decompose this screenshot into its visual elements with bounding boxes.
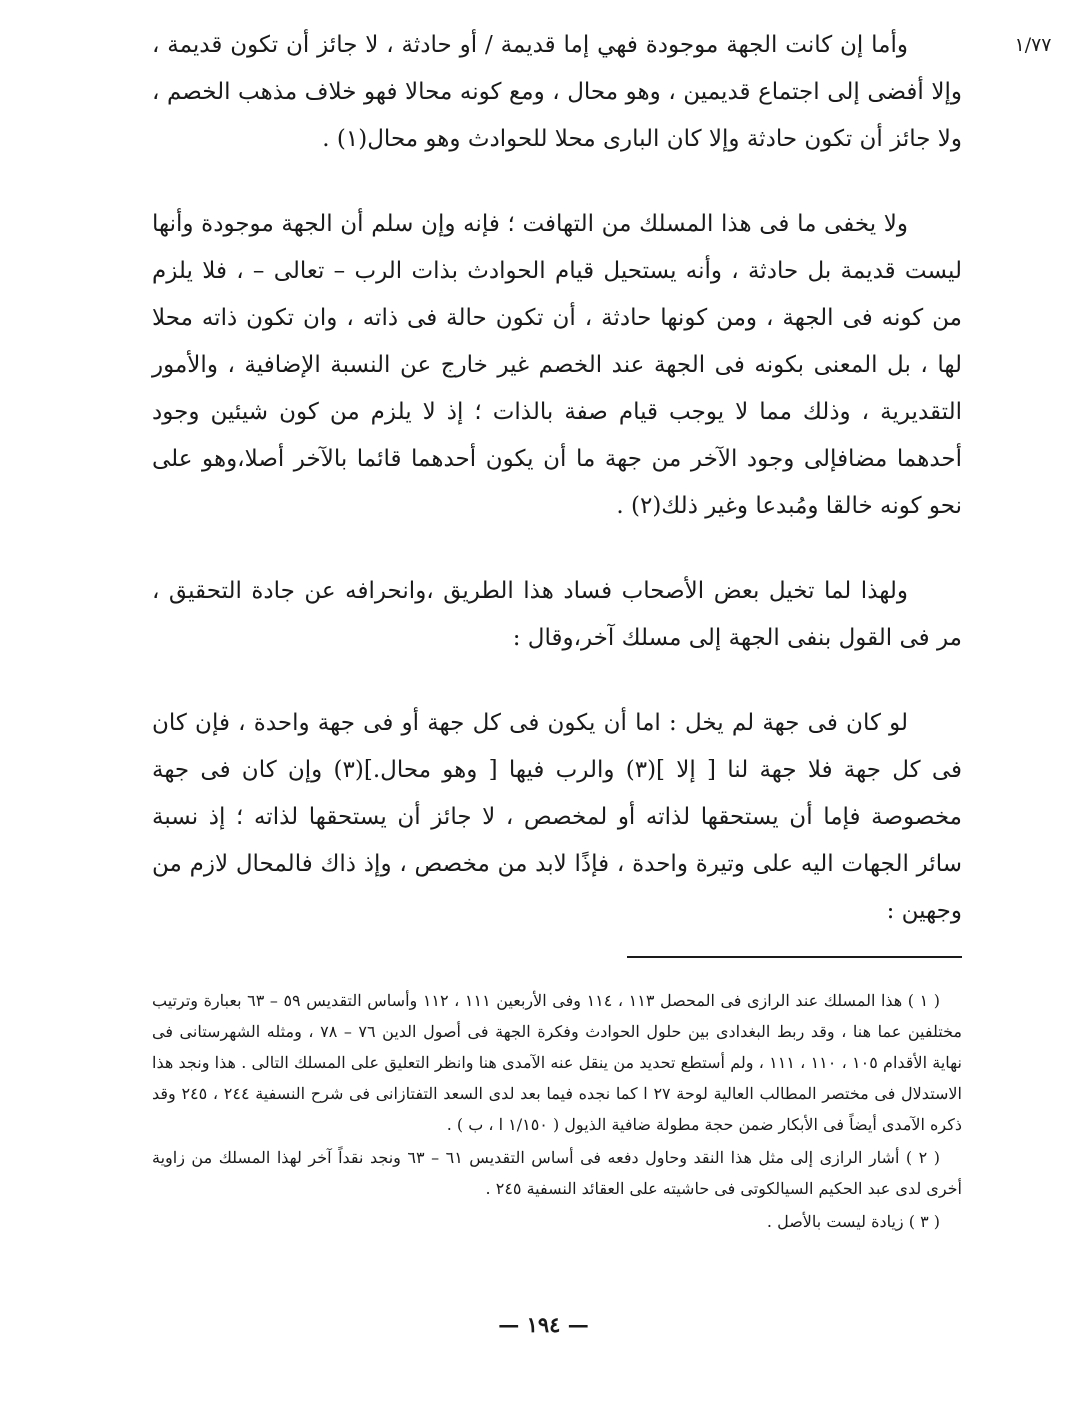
paragraph-1: وأما إن كانت الجهة موجودة فهي إما قديمة / أو حادثة ، لا جائز أن تكون قديمة ، وإلا أفضى إلى اجتماع قديمين ، وهو محال ، ومع كونه محالا فهو خلاف مذهب الخصم ، ولا جائز أن تكون حادثة وإلا كان البارى محلا للحوادث وهو محال(١) .	[152, 32, 962, 152]
footnotes-section	[152, 985, 962, 1239]
paragraph-2: ولا يخفى ما فى هذا المسلك من التهافت ؛ فإنه وإن سلم أن الجهة موجودة وأنها ليست قديمة بل حادثة ، وأنه يستحيل قيام الحوادث بذات الرب – تعالى – ، فلا يلزم من كونه فى الجهة ، ومن كونها حادثة ، أن تكون حالة فى ذاته ، وان تكون ذاته محلا لها ، بل المعنى بكونه فى الجهة عند الخصم غير خارج عن النسبة الإضافية ، والأمور التقديرية ، وذلك مما لا يوجب قيام صفة بالذات ؛ إذ لا يلزم من كون شيئين وجود أحدهما مضافإلى وجود الآخر من جهة ما أن يكون أحدهما قائما بالآخر أصلا،وهو على نحو كونه خالقا ومُبدعا وغير ذلك(٢) .	[152, 211, 962, 519]
paragraph-3: ولهذا لما تخيل بعض الأصحاب فساد هذا الطريق ،وانحرافه عن جادة التحقيق ، مر فى القول بنفى الجهة إلى مسلك آخر،وقال :	[152, 578, 962, 651]
footnote-2: ( ٢ ) أشار الرازى إلى مثل هذا النقد وحاول دفعه فى أساس التقديس ٦١ – ٦٣ ونجد نقداً آخر لهذا المسلك من زاوية أخرى لدى عبد الحكيم السيالكوتى فى حاشيته على العقائد النسفية ٢٤٥ .	[152, 1148, 962, 1198]
main-text-body	[152, 22, 962, 973]
footnote-1: ( ١ ) هذا المسلك عند الرازى فى المحصل ١١٣ ، ١١٤ وفى الأربعين ١١١ ، ١١٢ وأساس التقديس ٥٩ – ٦٣ بعبارة وترتيب مختلفين عما هنا ، وقد ربط البغدادى بين حلول الحوادث وفكرة الجهة فى أصول الدين ٧٦ – ٧٨ ، ومثله الشهرستانى فى نهاية الأقدام ١٠٥ ، ١١٠ ، ١١١ ، ولم أستطع تحديد من ينقل عنه الآمدى هنا وانظر التعليق على المسلك التالى . هذا ونجد هذا الاستدلال فى مختصر المطالب العالية لوحة ٢٧ ا كما نجده فيما بعد لدى السعد التفتازانى فى شرح النسفية ٢٤٤ ، ٢٤٥ وقد ذكره الآمدى أيضاً فى الأبكار ضمن حجة مطولة ضافية الذيول ( ١/١٥٠ ا ، ب ) .	[152, 991, 963, 1134]
page-number: — ١٩٤ —	[498, 1312, 589, 1337]
margin-folio-reference: ١/٧٧	[1014, 34, 1052, 56]
paragraph-4: لو كان فى جهة لم يخل : اما أن يكون فى كل جهة أو فى جهة واحدة ، فإن كان فى كل جهة فلا جهة لنا [ إلا ](٣) والرب فيها [ وهو محال.](٣) وإن كان فى جهة مخصوصة فإما أن يستحقها لذاته أو لمخصص ، لا جائز أن يستحقها لذاته ؛ إذ نسبة سائر الجهات اليه على وتيرة واحدة ، فإذًا لابد من مخصص ، وإذ ذاك فالمحال لازم من وجهين :	[152, 710, 962, 924]
footnote-separator	[627, 956, 962, 958]
footnote-3: ( ٣ ) زيادة ليست بالأصل .	[766, 1212, 940, 1231]
